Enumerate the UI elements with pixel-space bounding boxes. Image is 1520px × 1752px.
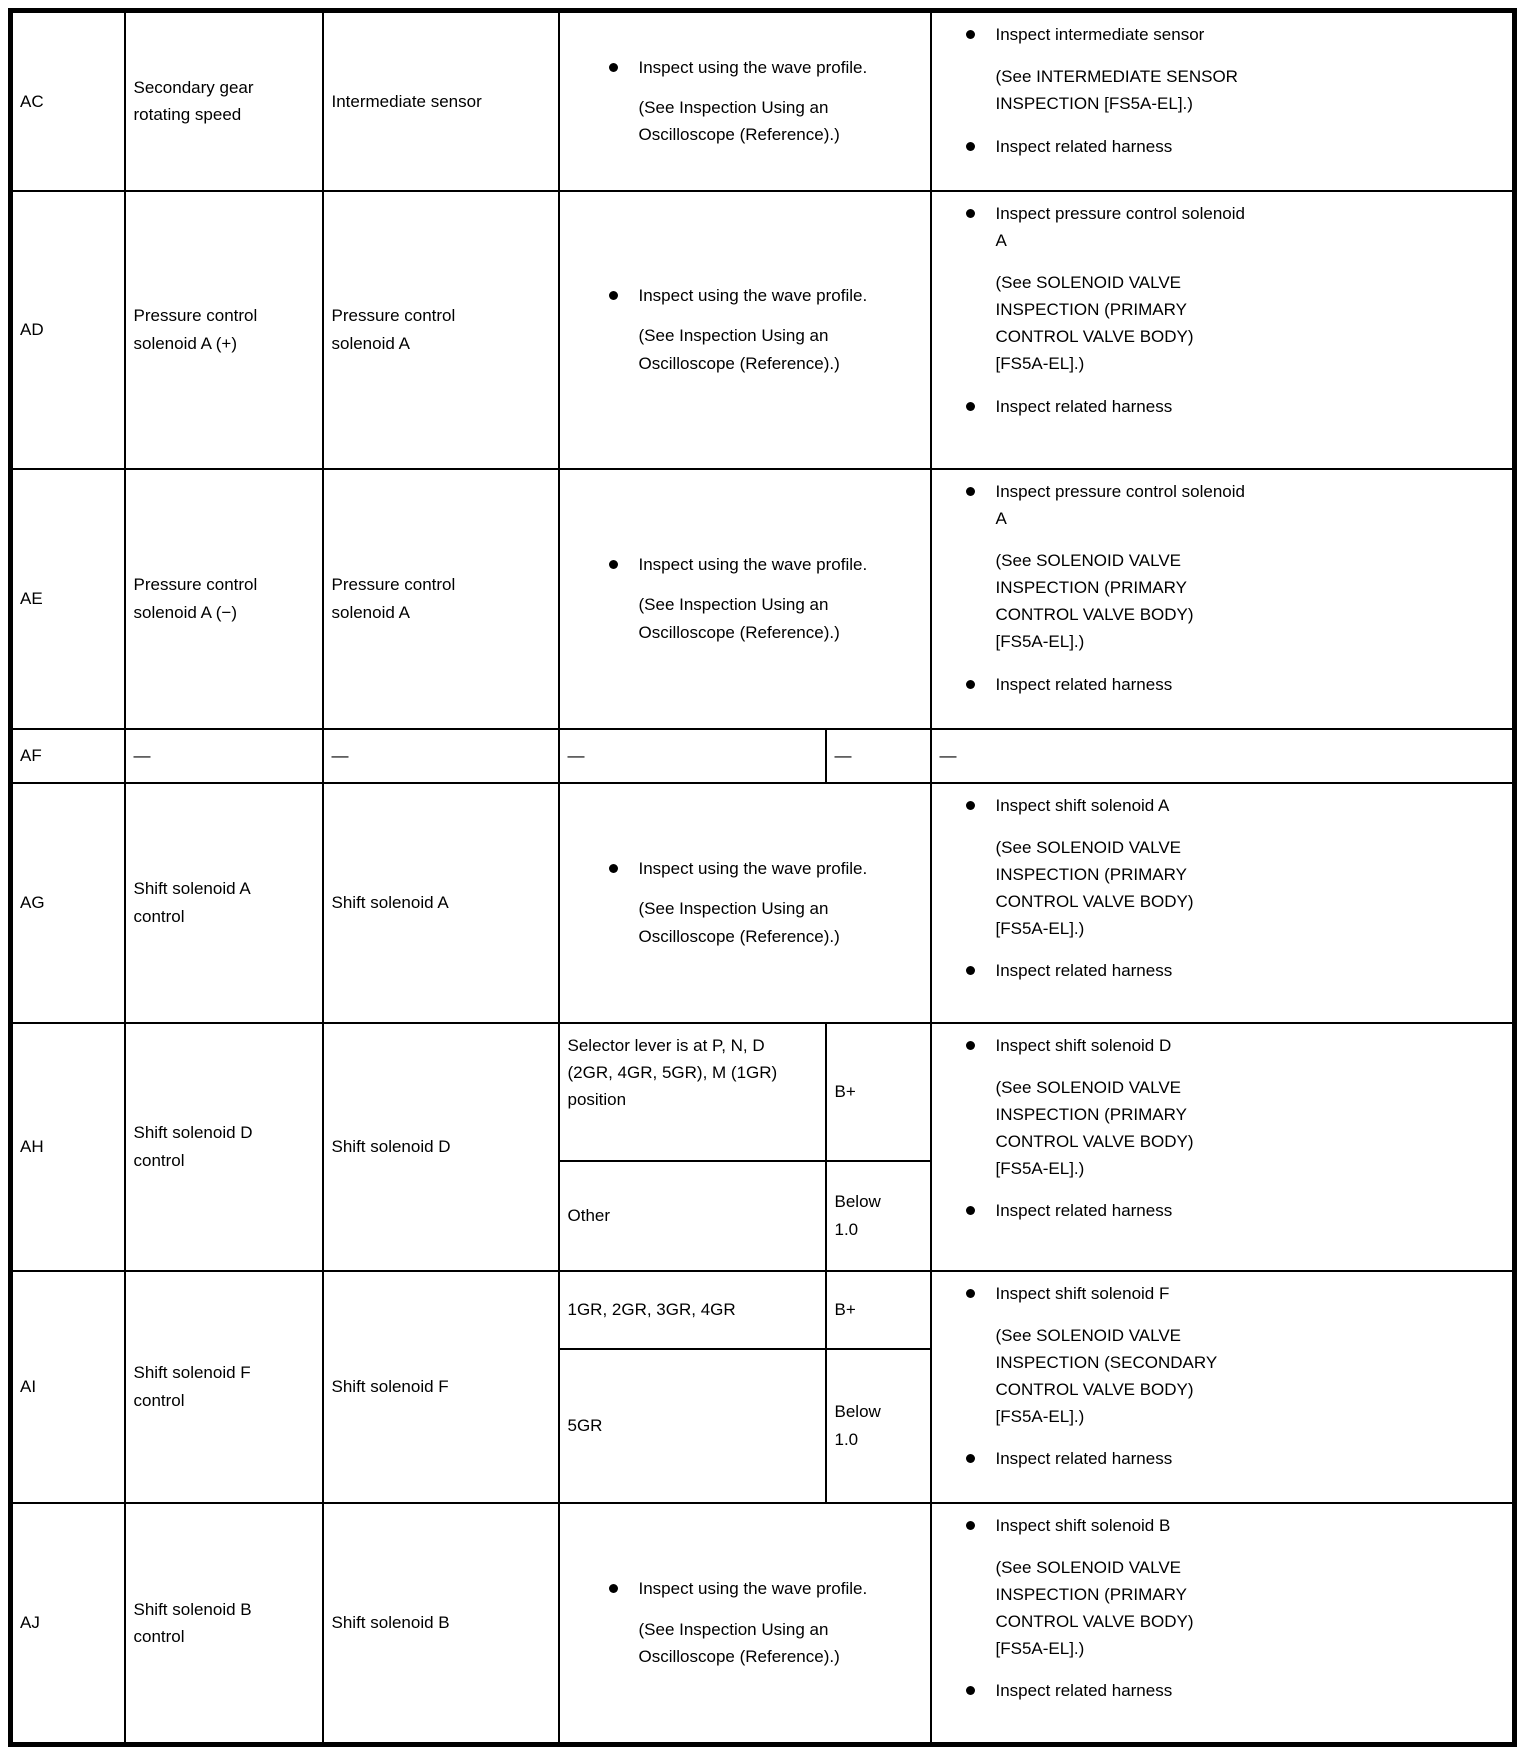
action-text: Inspect shift solenoid D: [995, 1035, 1172, 1055]
action-item: [966, 671, 1507, 698]
pcm-terminal-inspection-table: [8, 8, 1517, 1747]
action-item: [966, 1280, 1507, 1307]
value-cell: [826, 1161, 931, 1271]
inspection-reference: (See Inspection Using an Oscilloscope (Reference).): [638, 899, 840, 946]
action-text: Inspect related harness: [995, 1201, 1173, 1221]
inspection-cell: [559, 1503, 931, 1745]
connected-label: Pressure control solenoid A: [331, 306, 456, 353]
action-text: Inspect pressure control solenoid A: [995, 481, 1245, 528]
inspection-block: [609, 54, 881, 149]
action-cell: [931, 1023, 1515, 1271]
bullet-icon: [966, 142, 975, 151]
bullet-icon: [966, 966, 975, 975]
signal-cell: [125, 469, 323, 729]
terminal-code: AH: [11, 1023, 125, 1271]
action-text: Inspect shift solenoid A: [995, 795, 1170, 815]
connected-label: Shift solenoid B: [331, 1613, 450, 1633]
table-row-aj: [11, 1503, 1515, 1745]
inspection-text: Inspect using the wave profile.: [638, 555, 868, 575]
action-item: [966, 1445, 1507, 1472]
connected-cell: [323, 469, 559, 729]
connected-cell: [323, 783, 559, 1023]
action-reference: (See SOLENOID VALVE INSPECTION (SECONDARY CONTROL VALVE BODY) [FS5A-EL].): [995, 1325, 1217, 1427]
action-reference: (See SOLENOID VALVE INSPECTION (PRIMARY CONTROL VALVE BODY) [FS5A-EL].): [995, 272, 1194, 374]
action-reference: (See SOLENOID VALVE INSPECTION (PRIMARY CONTROL VALVE BODY) [FS5A-EL].): [995, 550, 1194, 652]
terminal-code: AJ: [11, 1503, 125, 1745]
action-item: [966, 1677, 1507, 1704]
action-cell: [931, 783, 1515, 1023]
action-item: [966, 792, 1507, 819]
connected-label: Shift solenoid D: [331, 1136, 451, 1156]
signal-label: Shift solenoid D control: [133, 1123, 253, 1170]
action-item: [966, 957, 1507, 984]
connected-label: Shift solenoid F: [331, 1376, 449, 1396]
condition-text: Selector lever is at P, N, D (2GR, 4GR, 5GR), M (1GR) position: [567, 1035, 778, 1109]
bullet-icon: [966, 1206, 975, 1215]
action-text: Inspect related harness: [995, 1681, 1173, 1701]
signal-cell: [125, 1503, 323, 1745]
action-cell: [931, 1503, 1515, 1745]
inspection-cell: [559, 191, 931, 469]
signal-label: Shift solenoid A control: [133, 879, 250, 926]
bullet-icon: [609, 560, 618, 569]
action-item: [966, 393, 1507, 420]
inspection-item: [609, 282, 881, 309]
action-item: [966, 200, 1507, 254]
condition-cell: [559, 1349, 826, 1503]
terminal-code: AE: [11, 469, 125, 729]
bullet-icon: [966, 1521, 975, 1530]
inspection-block: [609, 551, 881, 646]
inspection-text: Inspect using the wave profile.: [638, 57, 868, 77]
bullet-icon: [966, 487, 975, 496]
inspection-item: [609, 855, 881, 882]
action-cell: [931, 1271, 1515, 1503]
action-text: Inspect related harness: [995, 136, 1173, 156]
value-text: B+: [834, 1299, 856, 1319]
signal-cell: [125, 1271, 323, 1503]
inspection-cell: [559, 469, 931, 729]
signal-label: Pressure control solenoid A (−): [133, 575, 258, 622]
bullet-icon: [966, 680, 975, 689]
condition-text: 1GR, 2GR, 3GR, 4GR: [567, 1299, 736, 1319]
action-cell: [931, 191, 1515, 469]
connected-label: Intermediate sensor: [331, 91, 482, 111]
signal-label: Shift solenoid B control: [133, 1599, 252, 1646]
bullet-icon: [609, 291, 618, 300]
connected-label: Shift solenoid A: [331, 892, 449, 912]
signal-cell: —: [125, 729, 323, 783]
action-text: Inspect related harness: [995, 396, 1173, 416]
table-row-ae: [11, 469, 1515, 729]
table-row-ai: [11, 1271, 1515, 1349]
inspection-block: [609, 1575, 881, 1670]
bullet-icon: [966, 1686, 975, 1695]
value-cell: [826, 1271, 931, 1349]
inspection-item: [609, 551, 881, 578]
inspection-reference: (See Inspection Using an Oscilloscope (Reference).): [638, 1619, 840, 1666]
inspection-block: [609, 855, 881, 950]
bullet-icon: [966, 402, 975, 411]
signal-label: Secondary gear rotating speed: [133, 78, 254, 125]
connected-cell: [323, 1503, 559, 1745]
bullet-icon: [966, 1041, 975, 1050]
action-item: [966, 1512, 1507, 1539]
terminal-code: AC: [11, 11, 125, 191]
inspection-text: Inspect using the wave profile.: [638, 859, 868, 879]
inspection-reference: (See Inspection Using an Oscilloscope (Reference).): [638, 326, 840, 373]
terminal-code: AI: [11, 1271, 125, 1503]
bullet-icon: [966, 801, 975, 810]
action-text: Inspect related harness: [995, 674, 1173, 694]
signal-cell: [125, 11, 323, 191]
connected-cell: [323, 191, 559, 469]
bullet-icon: [609, 1584, 618, 1593]
action-item: [966, 21, 1507, 48]
connected-cell: —: [323, 729, 559, 783]
bullet-icon: [966, 209, 975, 218]
connected-cell: [323, 11, 559, 191]
action-cell: [931, 469, 1515, 729]
terminal-code: AD: [11, 191, 125, 469]
value-text: B+: [834, 1081, 856, 1101]
inspection-block: [609, 282, 881, 377]
table-row-af: [11, 729, 1515, 783]
inspection-cell: [559, 783, 931, 1023]
action-text: Inspect related harness: [995, 1449, 1173, 1469]
inspection-text: Inspect using the wave profile.: [638, 1579, 868, 1599]
connected-label: Pressure control solenoid A: [331, 575, 456, 622]
table-row-ad: [11, 191, 1515, 469]
inspection-item: [609, 1575, 881, 1602]
condition-cell: [559, 1023, 826, 1161]
table-row-ac: [11, 11, 1515, 191]
value-cell: [826, 1349, 931, 1503]
bullet-icon: [609, 63, 618, 72]
condition-cell: —: [559, 729, 826, 783]
terminal-code: AG: [11, 783, 125, 1023]
condition-cell: [559, 1161, 826, 1271]
action-text: Inspect intermediate sensor: [995, 25, 1205, 44]
condition-text: 5GR: [567, 1415, 603, 1435]
condition-cell: [559, 1271, 826, 1349]
signal-cell: [125, 1023, 323, 1271]
action-reference: (See SOLENOID VALVE INSPECTION (PRIMARY CONTROL VALVE BODY) [FS5A-EL].): [995, 1077, 1194, 1179]
signal-label: Shift solenoid F control: [133, 1363, 251, 1410]
action-item: [966, 1032, 1507, 1059]
inspection-text: Inspect using the wave profile.: [638, 286, 868, 306]
value-cell: —: [826, 729, 931, 783]
table-row-ah: [11, 1023, 1515, 1161]
table-row-ag: [11, 783, 1515, 1023]
action-item: [966, 1197, 1507, 1224]
condition-text: Other: [567, 1205, 611, 1225]
action-text: Inspect shift solenoid F: [995, 1283, 1170, 1303]
connected-cell: [323, 1023, 559, 1271]
action-text: Inspect pressure control solenoid A: [995, 203, 1245, 250]
value-text: Below 1.0: [834, 1192, 881, 1239]
signal-cell: [125, 783, 323, 1023]
inspection-reference: (See Inspection Using an Oscilloscope (Reference).): [638, 98, 840, 145]
signal-cell: [125, 191, 323, 469]
signal-label: Pressure control solenoid A (+): [133, 306, 258, 353]
inspection-cell: [559, 11, 931, 191]
action-reference: (See SOLENOID VALVE INSPECTION (PRIMARY CONTROL VALVE BODY) [FS5A-EL].): [995, 1557, 1194, 1659]
bullet-icon: [966, 30, 975, 39]
terminal-code: AF: [11, 729, 125, 783]
action-item: [966, 478, 1507, 532]
value-cell: [826, 1023, 931, 1161]
bullet-icon: [609, 864, 618, 873]
inspection-item: [609, 54, 881, 81]
bullet-icon: [966, 1454, 975, 1463]
action-cell: [931, 11, 1515, 191]
bullet-icon: [966, 1289, 975, 1298]
action-cell: —: [931, 729, 1515, 783]
value-text: Below 1.0: [834, 1402, 881, 1449]
action-text: Inspect shift solenoid B: [995, 1515, 1171, 1535]
inspection-reference: (See Inspection Using an Oscilloscope (Reference).): [638, 595, 840, 642]
action-reference: (See INTERMEDIATE SENSOR INSPECTION [FS5A-EL].): [995, 67, 1238, 114]
connected-cell: [323, 1271, 559, 1503]
action-text: Inspect related harness: [995, 961, 1173, 981]
action-item: [966, 133, 1507, 160]
action-reference: (See SOLENOID VALVE INSPECTION (PRIMARY CONTROL VALVE BODY) [FS5A-EL].): [995, 837, 1194, 939]
